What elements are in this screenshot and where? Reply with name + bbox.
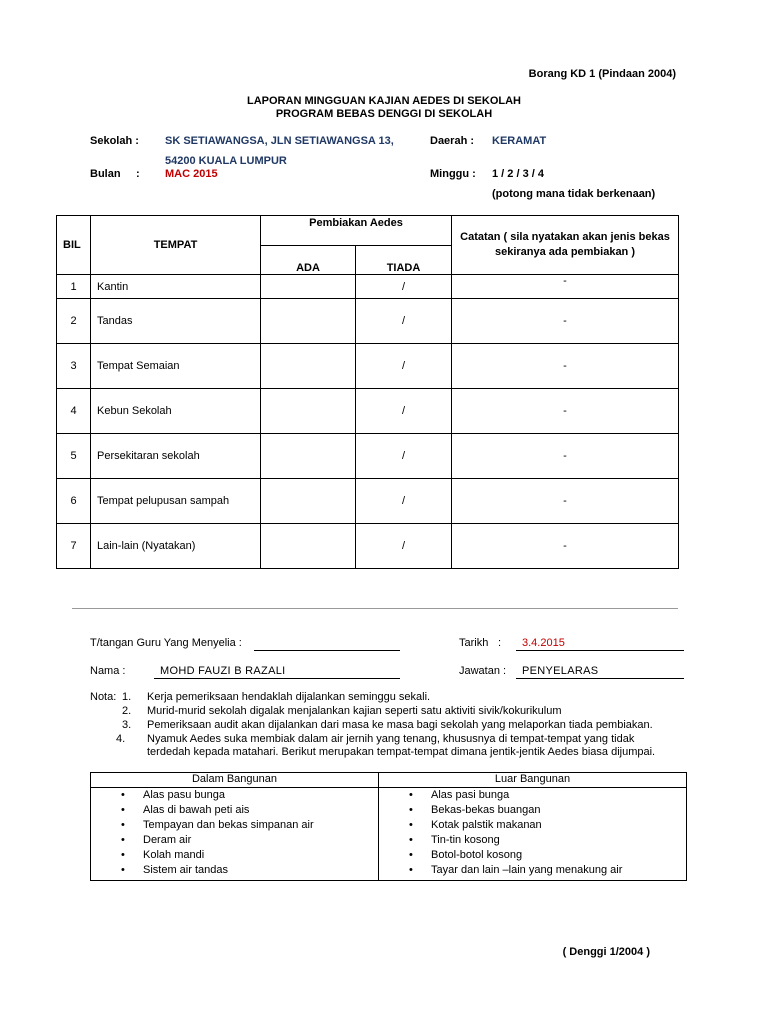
row-bil: 5 [57,434,91,479]
name-line [154,678,400,679]
notes-prefix: Nota: [90,691,117,703]
header-place: TEMPAT [91,216,261,275]
row-note: - [452,299,679,344]
row-bil: 3 [57,344,91,389]
row-place: Kantin [91,275,261,299]
row-bil: 7 [57,524,91,569]
list-item: • Tempayan dan bekas simpanan air [121,819,314,831]
row-bil: 4 [57,389,91,434]
row-place: Tempat pelupusan sampah [91,479,261,524]
section-divider [72,608,678,609]
note-num-1: 1. [122,691,132,703]
list-item: • Sistem air tandas [121,864,228,876]
row-place: Kebun Sekolah [91,389,261,434]
row-tiada: / [356,479,452,524]
list-item: • Kotak palstik makanan [409,819,542,831]
program-title: PROGRAM BEBAS DENGGI DI SEKOLAH [275,108,493,120]
note-text-2: Murid-murid sekolah digalak menjalankan kajian seperti satu aktiviti sivik/kokurikulum [147,705,562,717]
row-note: - [452,434,679,479]
table-row [57,479,679,524]
row-ada [261,524,356,569]
name-label: Nama : [90,665,126,677]
district-label: Daerah : [430,135,475,147]
row-tiada: / [356,344,452,389]
header-bil: BIL [57,216,91,275]
bullet-icon: • [409,819,413,831]
bullet-icon: • [121,819,125,831]
list-item: • Kolah mandi [121,849,205,861]
position-value: PENYELARAS [522,665,599,677]
bullet-icon: • [121,864,125,876]
row-ada [261,389,356,434]
bullet-icon: • [121,834,125,846]
list-item: • Deram air [121,834,192,846]
school-value-line1: SK SETIAWANGSA, JLN SETIAWANGSA 13, [165,135,394,147]
row-bil: 2 [57,299,91,344]
date-value: 3.4.2015 [522,637,565,649]
name-value: MOHD FAUZI B RAZALI [160,665,286,677]
bullet-icon: • [121,804,125,816]
table-row [57,275,679,299]
row-ada [261,479,356,524]
table-row [57,344,679,389]
date-colon: : [498,637,502,649]
date-label: Tarikh [459,637,489,649]
list-item: • Tayar dan lain –lain yang menakung air [409,864,623,876]
school-value-line2: 54200 KUALA LUMPUR [165,155,287,167]
date-line [516,650,684,651]
bullet-icon: • [409,849,413,861]
row-tiada: / [356,434,452,479]
week-label: Minggu : [430,168,476,180]
signature-label: T/tangan Guru Yang Menyelia : [90,637,242,649]
header-tiada: TIADA [356,246,452,275]
school-label: Sekolah : [90,135,139,147]
position-label: Jawatan : [459,665,507,677]
note-text-1: Kerja pemeriksaan hendaklah dijalankan seminggu sekali. [147,691,431,703]
row-place: Lain-lain (Nyatakan) [91,524,261,569]
row-bil: 1 [57,275,91,299]
list-item: • Alas pasi bunga [409,789,510,801]
note-text-3: Pemeriksaan audit akan dijalankan dari masa ke masa bagi sekolah yang melaporkan tiada pembiakan. [147,719,653,731]
bullet-icon: • [409,864,413,876]
list-item: • Botol-botol kosong [409,849,523,861]
bullet-icon: • [409,789,413,801]
row-ada [261,275,356,299]
outdoor-list [379,788,686,880]
row-note: - [452,275,679,299]
header-breeding: Pembiakan Aedes [261,216,452,246]
header-notes: Catatan ( sila nyatakan akan jenis bekas sekiranya ada pembiakan ) [452,216,679,275]
note-num-3: 3. [122,719,132,731]
month-colon: : [136,168,140,180]
form-code: Borang KD 1 (Pindaan 2004) [528,68,676,80]
indoor-header: Dalam Bangunan [91,773,379,788]
row-ada [261,344,356,389]
bullet-icon: • [121,849,125,861]
note-num-2: 2. [122,705,132,717]
table-row [57,524,679,569]
list-item: • Tin-tin kosong [409,834,500,846]
row-bil: 6 [57,479,91,524]
table-row [57,389,679,434]
header-ada: ADA [261,246,356,275]
row-tiada: / [356,299,452,344]
week-value: 1 / 2 / 3 / 4 [492,168,544,180]
inspection-table [56,215,679,569]
row-place: Persekitaran sekolah [91,434,261,479]
table-row [57,434,679,479]
note-num-4: 4. [116,733,126,745]
row-place: Tandas [91,299,261,344]
row-tiada: / [356,389,452,434]
row-note: - [452,524,679,569]
bullet-icon: • [409,804,413,816]
report-title: LAPORAN MINGGUAN KAJIAN AEDES DI SEKOLAH [247,95,521,107]
row-ada [261,299,356,344]
row-note: - [452,479,679,524]
month-label: Bulan [90,168,121,180]
signature-line [254,650,400,651]
table-row [57,299,679,344]
list-item: • Bekas-bekas buangan [409,804,541,816]
month-value: MAC 2015 [165,168,218,180]
list-item: • Alas di bawah peti ais [121,804,250,816]
list-item: • Alas pasu bunga [121,789,225,801]
week-note: (potong mana tidak berkenaan) [492,188,656,200]
breeding-places-table [90,772,687,881]
footer-code: ( Denggi 1/2004 ) [562,946,650,958]
indoor-list [91,788,378,880]
bullet-icon: • [121,789,125,801]
district-value: KERAMAT [492,135,547,147]
row-ada [261,434,356,479]
outdoor-header: Luar Bangunan [379,773,687,788]
note-text-4-cont: terdedah kepada matahari. Berikut merupakan tempat-tempat dimana jentik-jentik Aedes biasa dijumpai. [147,746,656,758]
row-tiada: / [356,275,452,299]
bullet-icon: • [409,834,413,846]
row-note: - [452,344,679,389]
row-note: - [452,389,679,434]
note-text-4: Nyamuk Aedes suka membiak dalam air jernih yang tenang, khususnya di tempat-tempat yang tidak [147,733,635,745]
row-tiada: / [356,524,452,569]
row-place: Tempat Semaian [91,344,261,389]
position-line [516,678,684,679]
